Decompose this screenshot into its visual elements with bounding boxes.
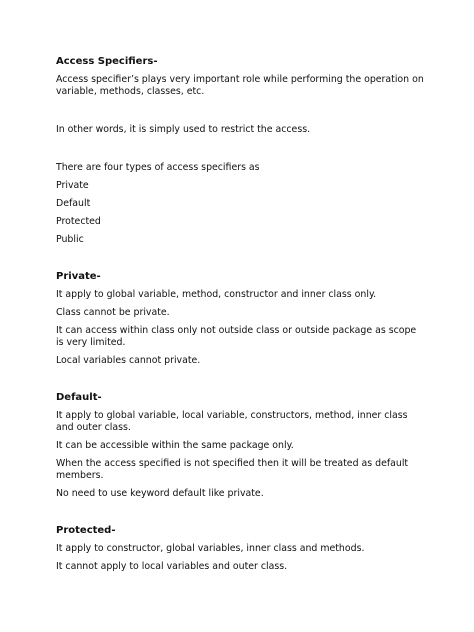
spacer	[56, 142, 424, 162]
spacer	[56, 252, 424, 270]
default-point: It apply to global variable, local variable, constructors, method, inner class and outer class.	[56, 410, 408, 433]
private-point: Local variables cannot private.	[56, 355, 201, 366]
intro-paragraph: Access specifier’s plays very important role while performing the operation on variable, methods, classes, etc.	[56, 74, 424, 97]
type-item-private: Private	[56, 180, 89, 191]
section-title-default: Default-	[56, 392, 102, 403]
default-point: No need to use keyword default like private.	[56, 488, 264, 499]
default-point: It can be accessible within the same package only.	[56, 440, 294, 451]
private-point: It can access within class only not outside class or outside package as scope is very limited.	[56, 325, 417, 348]
type-item-public: Public	[56, 234, 84, 245]
section-title-protected: Protected-	[56, 525, 116, 536]
in-other-words-paragraph: In other words, it is simply used to restrict the access.	[56, 124, 311, 135]
spacer	[56, 506, 424, 524]
default-point: When the access specified is not specified then it will be treated as default members.	[56, 458, 409, 481]
spacer	[56, 104, 424, 124]
private-point: It apply to global variable, method, constructor and inner class only.	[56, 289, 377, 300]
section-title-access-specifiers: Access Specifiers-	[56, 56, 158, 67]
type-item-default: Default	[56, 198, 91, 209]
spacer	[56, 373, 424, 391]
four-types-paragraph: There are four types of access specifiers as	[56, 162, 260, 173]
protected-point: It cannot apply to local variables and outer class.	[56, 561, 288, 572]
protected-point: It apply to constructor, global variables, inner class and methods.	[56, 543, 365, 554]
private-point: Class cannot be private.	[56, 307, 170, 318]
section-title-private: Private-	[56, 271, 101, 282]
type-item-protected: Protected	[56, 216, 101, 227]
